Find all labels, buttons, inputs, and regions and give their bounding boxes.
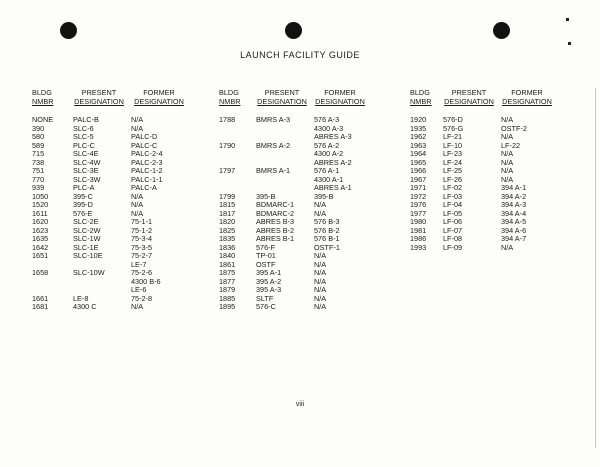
bldg-number: 1661 — [32, 293, 49, 303]
former-designation: N/A — [501, 242, 514, 252]
bldg-number: 1050 — [32, 191, 49, 201]
bldg-number: 1623 — [32, 225, 49, 235]
bldg-number: 1840 — [219, 251, 236, 260]
former-designation: N/A — [314, 285, 327, 294]
present-designation: ABRES B-1 — [256, 234, 295, 243]
present-designation: LF-23 — [443, 149, 463, 158]
bldg-number: 390 — [32, 123, 45, 133]
former-designation: N/A — [131, 115, 144, 124]
former-designation: PALC-D — [131, 132, 158, 141]
former-designation: 395-B — [314, 191, 334, 201]
bldg-number: 1993 — [410, 242, 427, 252]
bldg-number: 770 — [32, 174, 45, 184]
former-designation: 4300 A-3 — [314, 123, 344, 133]
binder-hole-center — [285, 22, 302, 39]
present-designation: LF-02 — [443, 183, 463, 192]
former-designation: 75-2-8 — [131, 293, 153, 303]
present-designation: LF-21 — [443, 132, 463, 141]
former-designation: N/A — [314, 268, 327, 277]
former-designation: ABRES A-3 — [314, 132, 352, 141]
bldg-number: 1967 — [410, 174, 427, 184]
former-designation: 394 A-7 — [501, 234, 527, 243]
present-designation: LF-08 — [443, 234, 463, 243]
former-header: FORMER DESIGNATION — [134, 88, 184, 106]
former-designation: 75-3-4 — [131, 234, 153, 243]
bldg-number: 580 — [32, 132, 45, 141]
present-designation: BMRS A-2 — [256, 140, 291, 150]
bldg-number: 1520 — [32, 200, 49, 209]
former-designation: N/A — [314, 200, 327, 209]
bldg-number: 1788 — [219, 115, 236, 124]
former-designation: 75-2-6 — [131, 268, 153, 277]
former-designation: 75-1-2 — [131, 225, 153, 235]
bldg-number: 1980 — [410, 217, 427, 226]
bldg-number: 1986 — [410, 234, 427, 243]
binder-hole-left — [60, 22, 77, 39]
present-designation: SLC-1E — [73, 242, 99, 252]
bldg-header: BLDG NMBR — [410, 88, 432, 106]
bldg-number: 751 — [32, 166, 45, 175]
binder-hole-right — [493, 22, 510, 39]
present-designation: LF-09 — [443, 242, 463, 252]
former-designation: ABRES A-1 — [314, 183, 352, 192]
former-designation: 75-3-5 — [131, 242, 153, 252]
former-designation: PALC-A — [131, 183, 157, 192]
former-designation: PALC-1-1 — [131, 174, 163, 184]
present-designation: 576-C — [256, 302, 276, 311]
former-designation: N/A — [314, 208, 327, 218]
bldg-number: 1835 — [219, 234, 236, 243]
former-designation: PALC-2-3 — [131, 157, 163, 167]
bldg-number: 1861 — [219, 259, 236, 269]
bldg-number: 1815 — [219, 200, 236, 209]
bldg-number: 1879 — [219, 285, 236, 294]
bldg-number: 1920 — [410, 115, 427, 124]
bldg-number: 589 — [32, 140, 45, 150]
former-designation: N/A — [131, 191, 144, 201]
present-designation: SLC-10W — [73, 268, 105, 277]
bldg-number: 1799 — [219, 191, 236, 201]
bldg-number: 1964 — [410, 149, 427, 158]
bldg-number: 1972 — [410, 191, 427, 201]
former-designation: N/A — [131, 208, 144, 218]
bldg-number: 1885 — [219, 293, 236, 303]
former-designation: N/A — [501, 157, 514, 167]
former-designation: N/A — [501, 115, 514, 124]
bldg-number: 1965 — [410, 157, 427, 167]
present-designation: 395 A-1 — [256, 268, 282, 277]
former-designation: N/A — [131, 200, 144, 209]
bldg-number: 1836 — [219, 242, 236, 252]
present-designation: PLC-C — [73, 140, 95, 150]
former-designation: PALC-1-2 — [131, 166, 163, 175]
former-designation: 75-1-1 — [131, 217, 153, 226]
bldg-number: 1611 — [32, 208, 48, 218]
present-designation: SLC-2W — [73, 225, 101, 235]
former-designation: N/A — [501, 174, 514, 184]
former-designation: N/A — [314, 259, 327, 269]
bldg-number: 1976 — [410, 200, 427, 209]
present-designation: PLC-A — [73, 183, 95, 192]
bldg-number: 1966 — [410, 166, 427, 175]
former-designation: N/A — [131, 302, 144, 311]
present-designation: ABRES B-3 — [256, 217, 295, 226]
present-designation: 576-F — [256, 242, 276, 252]
present-designation: SLC-4W — [73, 157, 101, 167]
bldg-number: 1971 — [410, 183, 427, 192]
former-designation: 394 A-1 — [501, 183, 527, 192]
scan-speck — [566, 18, 569, 21]
former-designation: 4300 A-2 — [314, 149, 344, 158]
present-designation: SLC-10E — [73, 251, 103, 260]
former-designation: LE-6 — [131, 285, 147, 294]
present-designation: OSTF — [256, 259, 276, 269]
present-designation: LF-04 — [443, 200, 463, 209]
former-designation: N/A — [314, 293, 327, 303]
bldg-number: 1620 — [32, 217, 49, 226]
present-designation: LF-25 — [443, 166, 463, 175]
bldg-number: 1895 — [219, 302, 236, 311]
former-designation: 4300 B-6 — [131, 276, 161, 286]
former-designation: PALC-C — [131, 140, 158, 150]
former-designation: 576 A-1 — [314, 166, 340, 175]
present-designation: BMRS A-1 — [256, 166, 291, 175]
present-designation: ABRES B-2 — [256, 225, 295, 235]
present-designation: 395 A-3 — [256, 285, 282, 294]
former-designation: ABRES A-2 — [314, 157, 352, 167]
bldg-number: 1825 — [219, 225, 236, 235]
former-designation: 394 A-4 — [501, 208, 527, 218]
bldg-number: 1797 — [219, 166, 236, 175]
present-designation: SLC-5 — [73, 132, 94, 141]
present-designation: LF-06 — [443, 217, 463, 226]
bldg-number: 1963 — [410, 140, 427, 150]
present-designation: 576-D — [443, 115, 463, 124]
former-designation: 576 B-1 — [314, 234, 340, 243]
present-designation: 576-G — [443, 123, 464, 133]
present-designation: LF-24 — [443, 157, 463, 167]
present-header: PRESENT DESIGNATION — [444, 88, 494, 106]
present-designation: TP-01 — [256, 251, 276, 260]
present-designation: SLC-1W — [73, 234, 101, 243]
page-title: LAUNCH FACILITY GUIDE — [240, 50, 360, 60]
former-designation: 576 A-2 — [314, 140, 340, 150]
bldg-number: 715 — [32, 149, 45, 158]
present-designation: LE-8 — [73, 293, 89, 303]
former-designation: 75-2-7 — [131, 251, 153, 260]
present-designation: LF-26 — [443, 174, 463, 184]
former-designation: 4300 A-1 — [314, 174, 344, 184]
present-designation: 576-E — [73, 208, 93, 218]
former-designation: LE-7 — [131, 259, 147, 269]
former-designation: N/A — [501, 149, 514, 158]
bldg-number: NONE — [32, 115, 54, 124]
present-designation: 395 A-2 — [256, 276, 282, 286]
former-header: FORMER DESIGNATION — [502, 88, 552, 106]
present-designation: PALC-B — [73, 115, 99, 124]
present-designation: LF-10 — [443, 140, 463, 150]
former-designation: 394 A-3 — [501, 200, 527, 209]
present-designation: 395-C — [73, 191, 93, 201]
bldg-number: 1977 — [410, 208, 427, 218]
present-designation: SLC-6 — [73, 123, 94, 133]
former-designation: PALC-2-4 — [131, 149, 163, 158]
present-designation: 395-D — [73, 200, 93, 209]
former-designation: 576 A-3 — [314, 115, 340, 124]
present-designation: LF-05 — [443, 208, 463, 218]
bldg-header: BLDG NMBR — [32, 88, 54, 106]
former-designation: 394 A-2 — [501, 191, 527, 201]
present-designation: SLC-4E — [73, 149, 99, 158]
present-designation: SLTF — [256, 293, 274, 303]
page-edge-line — [595, 88, 596, 448]
present-designation: SLC-3W — [73, 174, 101, 184]
bldg-number: 738 — [32, 157, 45, 167]
bldg-number: 1935 — [410, 123, 427, 133]
former-designation: N/A — [131, 123, 144, 133]
former-designation: LF-22 — [501, 140, 521, 150]
former-designation: N/A — [501, 132, 514, 141]
bldg-number: 1962 — [410, 132, 427, 141]
bldg-number: 1875 — [219, 268, 236, 277]
former-designation: 394 A-6 — [501, 225, 527, 235]
former-designation: N/A — [501, 166, 514, 175]
present-designation: SLC-3E — [73, 166, 99, 175]
bldg-number: 1820 — [219, 217, 236, 226]
former-designation: 576 B-2 — [314, 225, 340, 235]
former-designation: OSTF-1 — [314, 242, 340, 252]
present-header: PRESENT DESIGNATION — [257, 88, 307, 106]
present-designation: SLC-2E — [73, 217, 99, 226]
present-header: PRESENT DESIGNATION — [74, 88, 124, 106]
present-designation: BDMARC-1 — [256, 200, 295, 209]
scan-speck — [568, 42, 571, 45]
present-designation: LF-07 — [443, 225, 463, 235]
present-designation: BMRS A-3 — [256, 115, 291, 124]
bldg-number: 1658 — [32, 268, 49, 277]
present-designation: 395-B — [256, 191, 276, 201]
former-designation: N/A — [314, 302, 327, 311]
page-number: viii — [295, 401, 305, 408]
bldg-header: BLDG NMBR — [219, 88, 241, 106]
present-designation: LF-03 — [443, 191, 463, 201]
former-designation: 576 B-3 — [314, 217, 340, 226]
bldg-number: 1817 — [219, 208, 236, 218]
former-designation: N/A — [314, 251, 327, 260]
former-designation: OSTF-2 — [501, 123, 527, 133]
present-designation: 4300 C — [73, 302, 97, 311]
bldg-number: 1651 — [32, 251, 49, 260]
bldg-number: 1877 — [219, 276, 236, 286]
bldg-number: 1790 — [219, 140, 236, 150]
bldg-number: 1635 — [32, 234, 49, 243]
bldg-number: 1681 — [32, 302, 49, 311]
former-designation: N/A — [314, 276, 327, 286]
bldg-number: 1642 — [32, 242, 49, 252]
bldg-number: 939 — [32, 183, 45, 192]
present-designation: BDMARC-2 — [256, 208, 295, 218]
bldg-number: 1981 — [410, 225, 427, 235]
former-designation: 394 A-5 — [501, 217, 527, 226]
former-header: FORMER DESIGNATION — [315, 88, 365, 106]
